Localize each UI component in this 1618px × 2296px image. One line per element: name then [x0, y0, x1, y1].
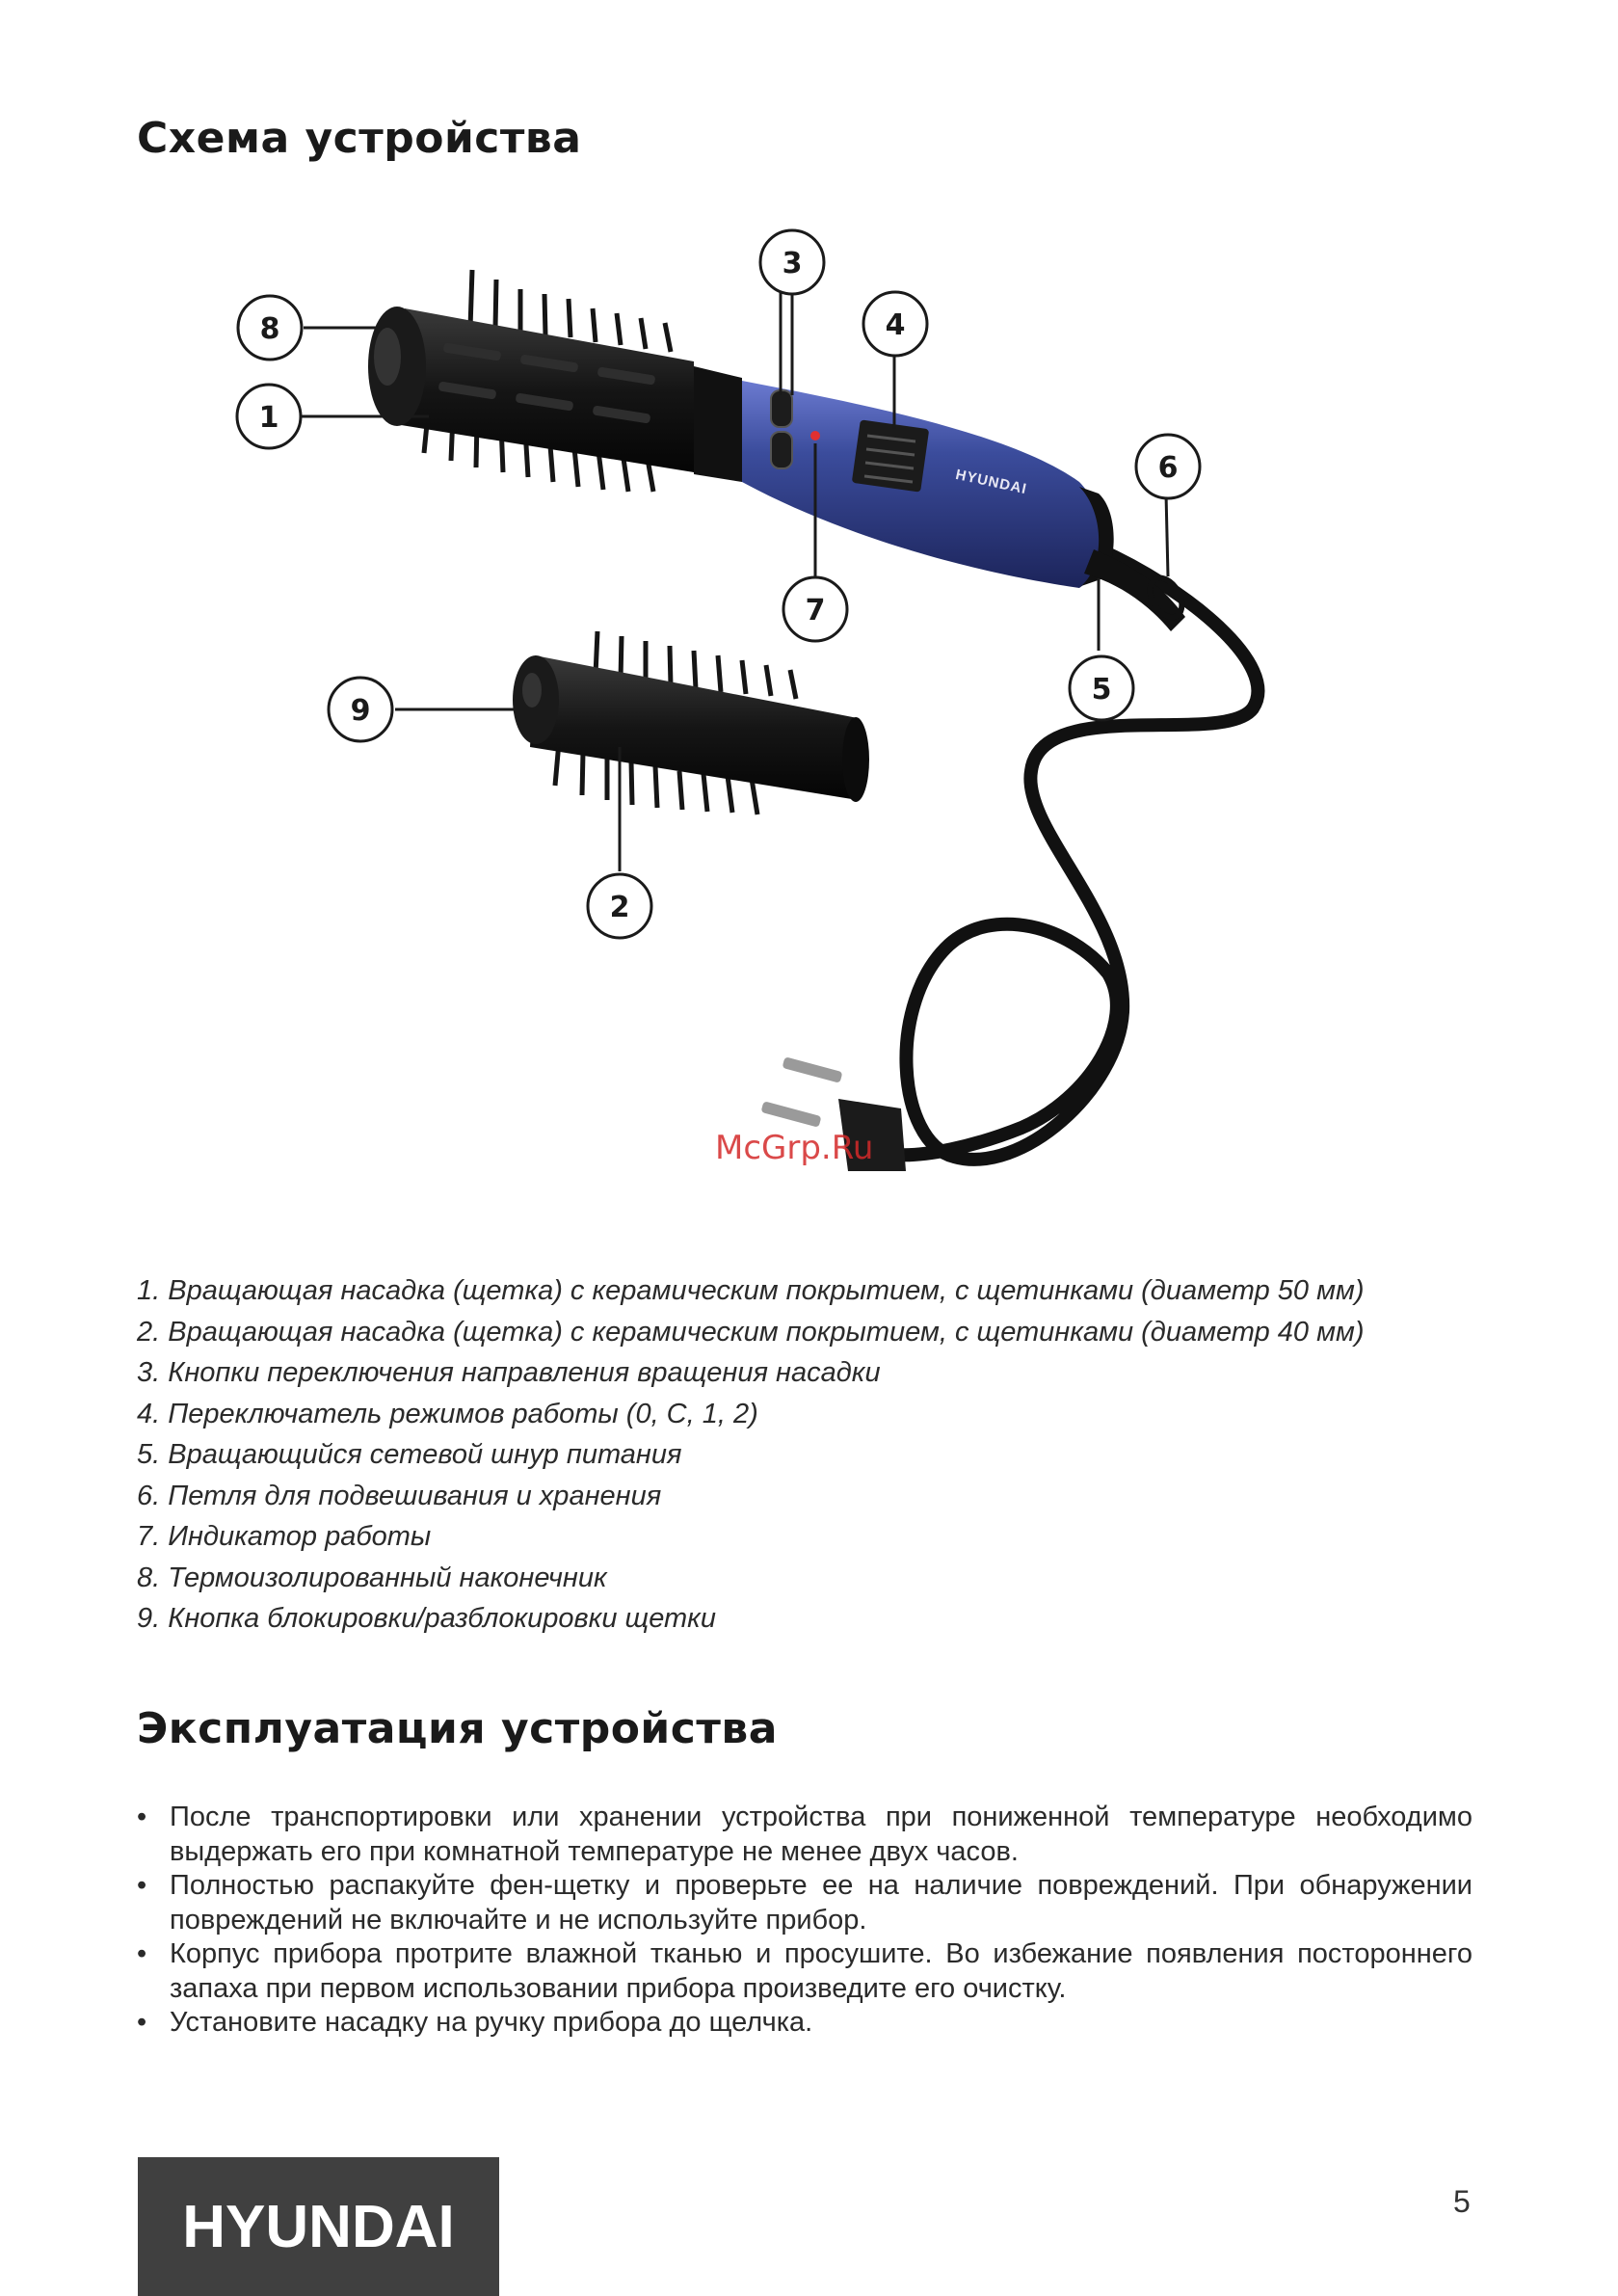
- svg-text:6: 6: [1157, 451, 1179, 485]
- section-title-scheme: Схема устройства: [137, 114, 582, 163]
- parts-list-item: 4. Переключатель режимов работы (0, С, 1, 2): [137, 1398, 758, 1429]
- callout-4: [863, 292, 927, 356]
- list-item: • Установите насадку на ручку прибора до щелчка.: [137, 2006, 1472, 2041]
- mode-switch: [852, 419, 929, 492]
- svg-text:7: 7: [805, 594, 826, 627]
- main-brush-attachment: [368, 270, 694, 492]
- rotate-left-button: [771, 390, 792, 427]
- parts-list-item: 8. Термоизолированный наконечник: [137, 1562, 607, 1593]
- callout-5: [1070, 656, 1133, 720]
- section-title-operation: Эксплуатация устройства: [137, 1704, 778, 1753]
- bullet-icon: •: [137, 1938, 147, 1969]
- operation-bullet-list: [137, 1801, 1472, 2041]
- power-indicator-icon: [810, 431, 820, 441]
- collar: [694, 366, 742, 482]
- small-brush-attachment: [513, 631, 869, 814]
- svg-text:2: 2: [609, 891, 630, 924]
- parts-list: [137, 1270, 1505, 1640]
- bullet-icon: •: [137, 1802, 147, 1832]
- parts-list-item: 6. Петля для подвешивания и хранения: [137, 1480, 662, 1511]
- list-item: • Корпус прибора протрите влажной тканью и просушите. Во избежание появления постороннего запаха при первом использовании прибора произведите его очистку.: [137, 1938, 1472, 2004]
- callout-7: [783, 577, 847, 641]
- callout-9: [329, 678, 392, 741]
- bullet-icon: •: [137, 2007, 147, 2038]
- watermark: McGrp.Ru: [715, 1129, 874, 1167]
- brand-logo: [138, 2157, 499, 2296]
- parts-list-item: 2. Вращающая насадка (щетка) с керамическим покрытием, с щетинками (диаметр 40 мм): [137, 1316, 1365, 1348]
- page-number: 5: [1453, 2184, 1471, 2219]
- callout-3: [760, 230, 824, 294]
- brand-logo-text: HYUNDAI: [182, 2193, 455, 2260]
- parts-list-item: 5. Вращающийся сетевой шнур питания: [137, 1439, 682, 1470]
- callout-2: [588, 874, 651, 938]
- svg-text:3: 3: [782, 247, 803, 280]
- bullet-icon: •: [137, 1870, 147, 1901]
- parts-list-item: 1. Вращающая насадка (щетка) с керамическим покрытием, с щетинками (диаметр 50 мм): [137, 1275, 1365, 1306]
- callout-8: [238, 296, 302, 360]
- callout-6: [1136, 435, 1200, 498]
- callout-1: [237, 385, 301, 448]
- svg-text:9: 9: [350, 694, 371, 728]
- parts-list-item: 3. Кнопки переключения направления вращения насадки: [137, 1357, 881, 1388]
- rotate-right-button: [771, 432, 792, 468]
- list-item: • После транспортировки или хранении устройства при пониженной температуре необходимо выдержать его при комнатной температуре не менее двух часов.: [137, 1802, 1472, 1867]
- power-cord: [896, 549, 1258, 1160]
- parts-list-item: 9. Кнопка блокировки/разблокировки щетки: [137, 1603, 716, 1634]
- svg-text:8: 8: [259, 312, 280, 346]
- parts-list-item: 7. Индикатор работы: [137, 1521, 432, 1552]
- svg-text:5: 5: [1091, 673, 1112, 707]
- list-item: • Полностью распакуйте фен-щетку и проверьте ее на наличие повреждений. При обнаружении повреждений не включайте и не используйте прибор.: [137, 1870, 1472, 1936]
- device-body: [742, 381, 1101, 588]
- svg-text:4: 4: [885, 308, 906, 342]
- svg-text:1: 1: [258, 401, 279, 435]
- body-brand-label: HYUNDAI: [954, 466, 1029, 498]
